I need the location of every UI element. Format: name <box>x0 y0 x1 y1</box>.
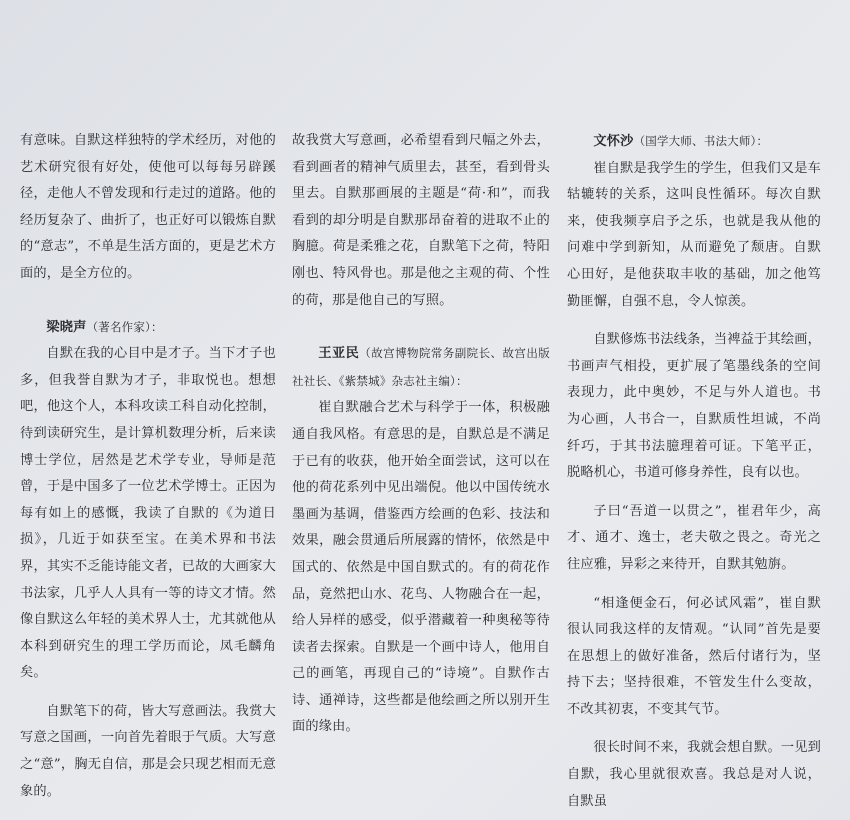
paragraph: “相逢便金石，何必试风霜”，崔自默很认同我这样的友情观。“认同”首先是要在思想上的做好准备，然后付诸行为，坚持下去；坚持很难，不管发生什么变故，不改其初衷，不变其气节。 <box>567 595 821 717</box>
speaker-title: （故宫博物院常务副院长、故宫出版社社长、《紫禁城》杂志社主编）： <box>292 346 550 388</box>
spacer <box>567 723 821 735</box>
speaker-heading <box>292 340 550 395</box>
spacer <box>20 288 276 314</box>
speaker-title: （著名作家）： <box>86 319 163 334</box>
spacer <box>567 315 821 327</box>
speaker-name: 梁晓声 <box>46 319 87 335</box>
spacer <box>292 314 550 340</box>
paragraph: 崔自默是我学生的学生，但我们又是车轱辘转的关系，这叫良性循环。每次自默来，使我频享启予之乐，也就是我从他的问难中学到新知，从而避免了颓唐。自默心田好，是他获取丰收的基础，加之他笃勤匪懈，自强不息，令人惊羡。 <box>567 160 821 309</box>
paragraph: 很长时间不来，我就会想自默。一见到自默，我心里就很欢喜。我总是对人说，自默虽 <box>567 740 821 809</box>
text-column-right <box>567 128 821 815</box>
paragraph: 有意味。自默这样独特的学术经历，对他的艺术研究很有好处，使他可以每每另辟蹊径，走他人不曾发现和行走过的道路。他的经历复杂了、曲折了，也正好可以锻炼自默的“意志”，不单是生活方面的，更是艺术方面的，是全方位的。 <box>20 133 276 281</box>
speaker-name: 文怀沙 <box>593 134 634 149</box>
speaker-heading <box>567 128 821 156</box>
paragraph: 子曰“吾道一以贯之”，崔君年少，高才、通才、逸士，老夫敬之畏之。奇光之往应雅，异彩之来待开，自默其勉旃。 <box>567 503 821 572</box>
paragraph: 自默在我的心目中是才子。当下才子也多，但我誉自默为才子，非取悦也。想想吧，他这个人，本科攻读工科自动化控制，待到读研究生，是计算机数理分析，后来读博士学位，居然是艺术学专业，导师是范曾，于是中国多了一位艺术学博士。正因为每有如上的感慨，我读了自默的《为道日损》，几近于如获至宝。在美术界和书法界，其实不乏能诗能文者，已故的大画家大书法家，几乎人人具有一等的诗文才情。然像自默这么年轻的美术界人士，尤其就他从本科到研究生的理工学历而论，凤毛麟角矣。 <box>20 346 276 681</box>
speaker-name: 王亚民 <box>318 346 360 362</box>
paragraph: 自默笔下的荷，皆大写意画法。我赏大写意之国画，一向首先着眼于气质。大写意之“意”，胸无自信，那是会只现艺相而无意象的。 <box>20 703 276 799</box>
spacer <box>567 579 821 591</box>
spacer <box>20 687 276 699</box>
paragraph: 故我赏大写意画，必希望看到尺幅之外去，看到画者的精神气质里去，甚至，看到骨头里去。自默那画展的主题是“荷·和”，而我看到的却分明是自默那昂奋着的进取不止的胸臆。荷是柔雅之花，自默笔下之荷，特阳刚也、特风骨也。那是他之主观的荷、个性的荷，那是他自己的写照。 <box>292 133 550 308</box>
paragraph: 崔自默融合艺术与科学于一体，积极融通自我风格。有意思的是，自默总是不满足于已有的收获，他开始全面尝试，这可以在他的荷花系列中见出端倪。他以中国传统水墨画为基调，借鉴西方绘画的色彩、技法和效果，融会贯通后所展露的情怀，依然是中国式的、依然是中国自默式的。有的荷花作品，竟然把山水、花鸟、人物融合在一起，给人异样的感受，似乎潜藏着一种奥秘等待读者去探索。自默是一个画中诗人，他用自己的画笔，再现自己的“诗境”。自默作古诗、通禅诗，这些都是他绘画之所以别开生面的缘由。 <box>292 400 550 735</box>
speaker-title: （国学大师、书法大师）： <box>633 134 769 148</box>
text-column-left <box>20 128 276 805</box>
text-column-middle <box>292 128 550 741</box>
spacer <box>567 487 821 499</box>
speaker-heading <box>20 314 276 342</box>
paragraph: 自默修炼书法线条，当裨益于其绘画，书画声气相投，更扩展了笔墨线条的空间表现力，此中奥妙，不足与外人道也。书为心画，人书合一，自默质性坦诚，不尚纤巧，于其书法臆理着可证。下笔平正，脱略机心，书道可修身养性，良有以也。 <box>567 332 821 481</box>
